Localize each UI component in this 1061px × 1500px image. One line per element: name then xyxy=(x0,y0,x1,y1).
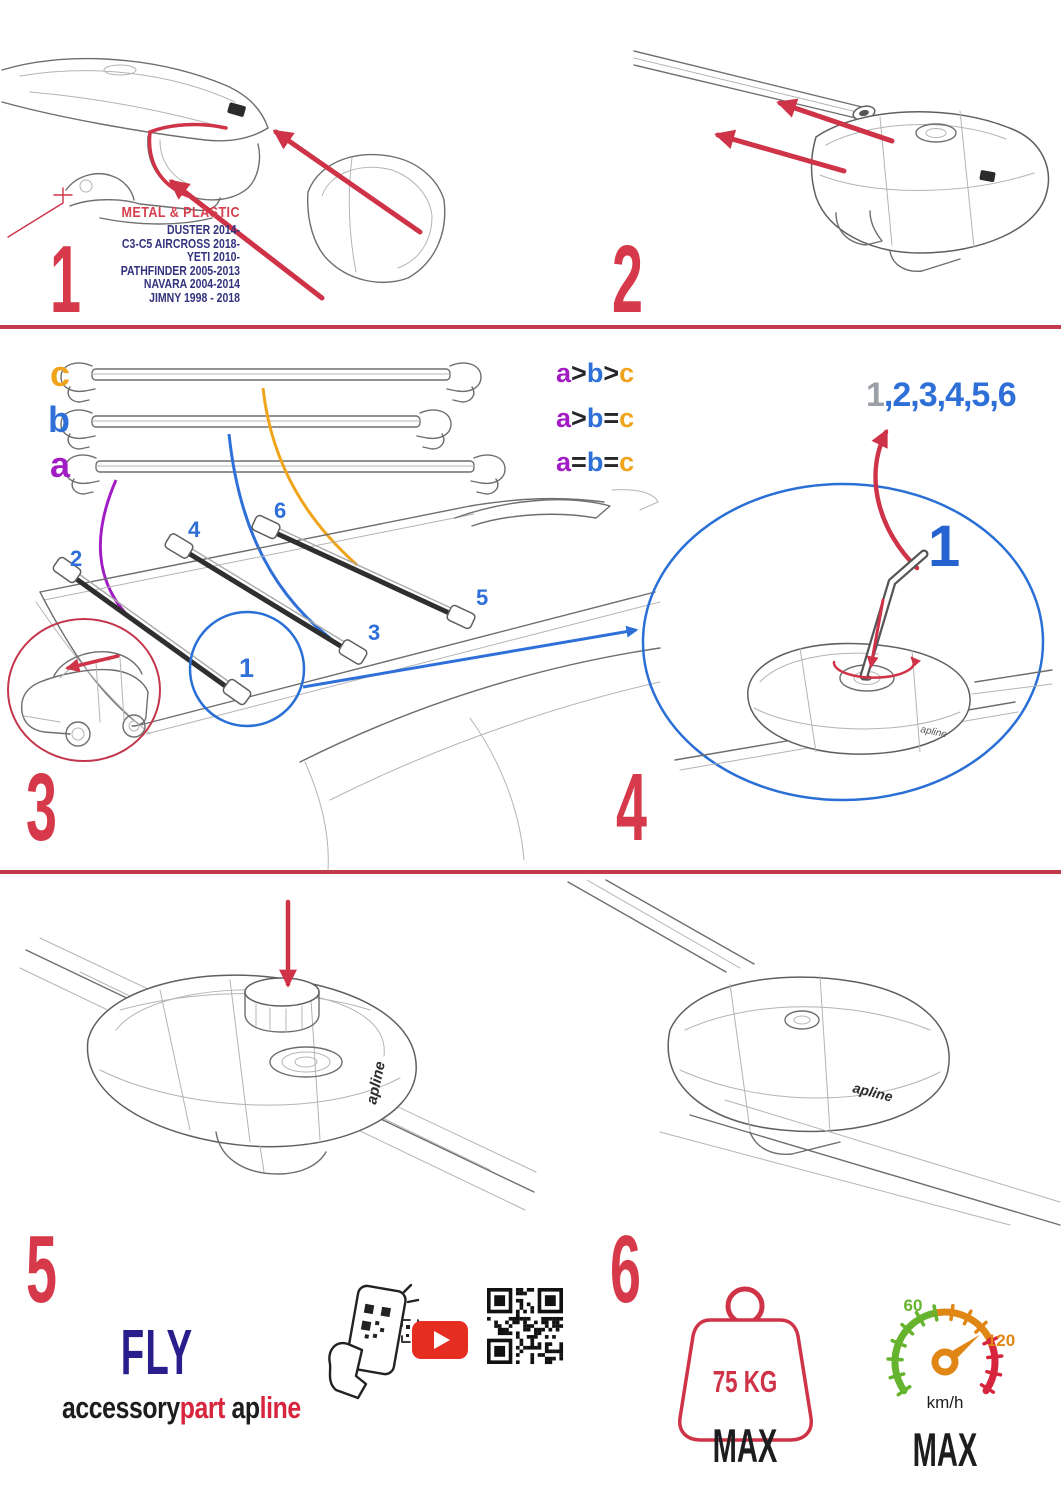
size-formula-2: a>b=c xyxy=(556,403,635,433)
sequence-pointer-arrow-icon xyxy=(876,432,917,568)
sequence-note: 1,2,3,4,5,6 xyxy=(866,376,1016,414)
material-note-title: METAL & PLASTIC xyxy=(121,204,240,221)
size-formula-1: a>b>c xyxy=(556,358,635,388)
speed-tick-60: 60 xyxy=(903,1296,923,1315)
roof-position-1: 1 xyxy=(239,653,255,683)
apline-mark: apline xyxy=(363,1059,389,1106)
crossbar-b-drawing xyxy=(61,410,451,449)
roof-position-2: 2 xyxy=(70,546,83,571)
bar-label-a: a xyxy=(50,444,71,485)
model-item: NAVARA 2004-2014 xyxy=(143,277,240,291)
roof-position-5: 5 xyxy=(476,585,489,610)
youtube-icon xyxy=(411,1318,469,1362)
model-item: PATHFINDER 2005-2013 xyxy=(120,263,240,278)
apline-mark: apline xyxy=(919,724,948,741)
qr-code xyxy=(487,1288,563,1364)
step-number-6: 6 xyxy=(610,1216,641,1323)
knob-press-drawing xyxy=(20,880,540,1230)
step-number-5: 5 xyxy=(26,1216,57,1323)
speed-unit: km/h xyxy=(926,1393,964,1412)
speed-max-label: MAX xyxy=(912,1425,978,1477)
crossbar-c-drawing xyxy=(61,363,481,402)
mounted-foot-drawing xyxy=(540,880,1061,1225)
weight-max-label: MAX xyxy=(712,1421,778,1473)
car-inset xyxy=(8,619,160,761)
bar-insert-drawing xyxy=(630,45,1060,280)
step-number-3: 3 xyxy=(26,754,57,861)
speed-tick-120: 120 xyxy=(986,1331,1016,1350)
phone-qr-scan-icon xyxy=(322,1280,418,1400)
model-item: YETI 2010- xyxy=(186,250,240,264)
tightening-zoom-drawing xyxy=(620,360,1061,820)
bar-label-b: b xyxy=(48,399,70,440)
roof-position-4: 4 xyxy=(188,517,201,542)
section-divider-top xyxy=(0,325,1061,329)
roof-position-3: 3 xyxy=(368,620,381,645)
product-name: FLY xyxy=(120,1316,194,1388)
roof-position-6: 6 xyxy=(274,498,287,523)
brand-logo: accessorypart apline xyxy=(62,1390,301,1425)
apline-mark: apline xyxy=(851,1079,895,1105)
apline-logo-patch xyxy=(227,102,246,117)
red-edge-highlight xyxy=(150,125,226,132)
speedometer-icon xyxy=(868,1284,1023,1477)
step-number-1: 1 xyxy=(50,226,81,333)
step-badge-1: 1 xyxy=(928,514,961,579)
weight-value: 75 KG xyxy=(712,1364,778,1399)
route-curve-a xyxy=(100,480,126,614)
model-item: JIMNY 1998 - 2018 xyxy=(149,290,240,305)
bar-label-c: c xyxy=(50,353,71,394)
size-formula-3: a=b=c xyxy=(556,447,635,477)
insert-arrow-icon xyxy=(276,132,420,232)
model-item: C3-C5 AIRCROSS 2018- xyxy=(121,236,240,251)
roof-diagram xyxy=(36,490,660,870)
weight-limit-icon xyxy=(668,1280,823,1473)
step-number-4: 4 xyxy=(616,754,647,861)
step-number-2: 2 xyxy=(612,226,643,333)
model-item: DUSTER 2014- xyxy=(167,223,240,237)
crossbar-a-drawing xyxy=(65,455,505,494)
